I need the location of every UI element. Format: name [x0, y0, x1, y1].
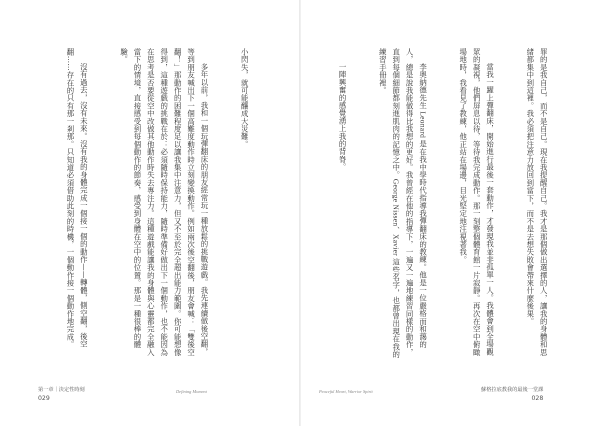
running-header: Defining Moment	[176, 389, 207, 394]
chapter-title: 第一章｜決定性時刻	[38, 387, 85, 393]
paragraph	[34, 48, 37, 360]
right-footer	[481, 386, 543, 402]
paragraph: 李奧納德先生 Leonard 是在我中學時代指導我彈翻床的教練。他是一位嚴格而和藹的人，總是說我能做得比我想的更好。我曾經在他的指導下，一遍又一遍地練習同樣的動作，直到每個細節都刻進肌肉的記憶之中。George Nissen、Xavier 這些名字，也都曾出現在我的練習手冊裡。	[378, 48, 428, 359]
page-number: 028	[531, 395, 544, 402]
page-number: 029	[38, 395, 50, 402]
paragraph: 一陣興奮的感覺湧上我的背脊。	[338, 62, 348, 171]
paragraph: 小閃失，就可能釀成大災難。	[240, 48, 250, 149]
left-footer	[38, 386, 85, 402]
paragraph: 當我一躍上彈翻床，開始進行最後一套動作，才發現我並非孤單一人。我體會到全場觀眾的凝視，他們屏息以待，等待我完成動作。那一刻整個體育館一片寂靜。再次在空中俯瞰場地時，我看見了教練，他正站在場邊，目光堅定地注視著我。	[458, 48, 495, 356]
running-header: Peaceful Heart, Warrior Spirit	[319, 389, 373, 394]
right-page-body	[315, 48, 577, 360]
paragraph: 多年以前，我和一個玩彈翻床的朋友經常玩一種放鬆的挑戰遊戲。我先連續做後空翻，等到朋友喊出下一個高難度動作時立刻變換動作。例如兩次後空翻後，朋友會喊：「雙後空翻！」那動作的困難程度足以讓我集中注意力，但又不至於完全超出能力範圍。你可能想像得到，這種遊戲的挑戰在於：必須隨時保持能力，隨時準備好做出下一個動作，也不能因為在思考是否要從空中改做其他動作時失去專注力。這種遊戲能讓我的身體與心靈都完全融入當下的情境，直接感受到每個動作的節奏，感受到身體在空中的位置。那是一種很棒的體驗。	[119, 48, 209, 356]
right-page	[301, 0, 600, 426]
book-title: 蘇格拉底教我的最後一堂課	[481, 387, 544, 393]
left-page-body	[34, 48, 278, 360]
left-page	[0, 0, 299, 426]
paragraph: 沒有過去，沒有未來。沒有我的身體完成一個接一個的動作——轉體，側空翻，後空翻……存在的只有那一剎那。只知道必須借助此刻的時機，一個動作接一個動作地完成。	[65, 48, 89, 349]
paragraph: 罪的是我自己，而不是自己。現在我提醒自己。我才是那個做出選擇的人，讓我的身體和思緒都集中到這裡。我必須把注意力放回到當下，而不是去想失敗會帶來什麼後果。	[525, 48, 549, 356]
